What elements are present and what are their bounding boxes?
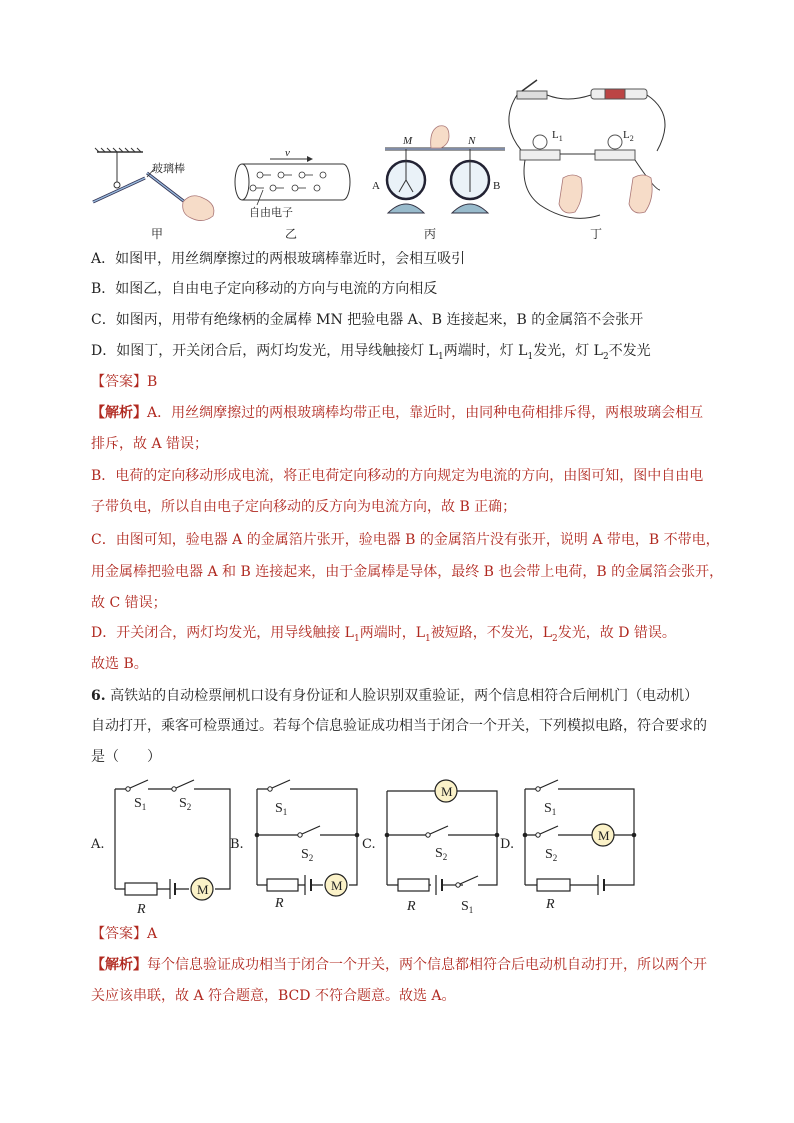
q5-explanation-7: 故 C 错误； (91, 595, 167, 611)
caption-yi: 乙 (285, 227, 298, 241)
figures-top (85, 78, 685, 243)
q5-explanation-4: 子带负电，所以自由电子定向移动的反方向为电流方向，故 B 正确； (91, 499, 517, 515)
caption-ding: 丁 (590, 227, 603, 241)
glass-rod-label: 玻璃棒 (152, 163, 185, 175)
label-N: N (468, 135, 476, 147)
switch-label-d1: $S_1$ (544, 801, 557, 817)
q5-answer: 【答案】B (91, 374, 158, 390)
label-M: M (403, 135, 413, 147)
resistor-label-a: R (137, 902, 146, 917)
resistor-label-d: R (546, 897, 555, 912)
switch-label-c2: $S_2$ (435, 846, 448, 862)
resistor-label-b: R (275, 896, 284, 911)
q5-explanation-9: 故选 B。 (91, 656, 148, 672)
q5-explanation-6: 用金属棒把验电器 A 和 B 连接起来，由于金属棒是导体，最终 B 也会带上电荷，B 的金属箔会张开， (91, 564, 724, 580)
q5-option-c: C．如图丙，用带有绝缘柄的金属棒 MN 把验电器 A、B 连接起来，B 的金属箔不会张开 (91, 312, 644, 328)
free-electron-label: 自由电子 (249, 207, 293, 219)
question-number: 6. (91, 688, 106, 704)
switch-label-a1: $S_1$ (134, 796, 147, 812)
q6-stem-2: 自动打开，乘客可检票通过。若每个信息验证成功相当于闭合一个开关，下列模拟电路，符合要求的 (91, 718, 707, 734)
q5-explanation-8: D．开关闭合，两灯均发光，用导线触接 $L_1$两端时，$L_1$被短路，不发光，$L_2$发光，故 D 错误。 (91, 625, 676, 644)
q5-explanation-2: 排斥，故 A 错误； (91, 436, 209, 452)
q5-explanation-5: C．由图可知，验电器 A 的金属箔片张开，验电器 B 的金属箔片没有张开，说明 A 带电，B 不带电， (91, 532, 720, 548)
q5-option-a: A．如图甲，用丝绸摩擦过的两根玻璃棒靠近时，会相互吸引 (91, 251, 466, 267)
q5-option-b: B．如图乙，自由电子定向移动的方向与电流的方向相反 (91, 281, 438, 297)
q5-explanation-3: B．电荷的定向移动形成电流，将正电荷定向移动的方向规定为电流的方向，由图可知，图中自由电 (91, 468, 704, 484)
q5-option-d: D．如图丁，开关闭合后，两灯均发光，用导线触接灯 $L_1$两端时，灯 $L_1$发光，灯 $L_2$不发光 (91, 343, 651, 362)
figure-ding (509, 80, 665, 218)
label-B: B (493, 180, 501, 192)
q6-explanation-1: 【解析】每个信息验证成功相当于闭合一个开关，两个信息都相符合后电动机自动打开，所以两个开 (91, 957, 707, 973)
option-label-d: D. (500, 837, 515, 852)
switch-label-b1: $S_1$ (275, 801, 288, 817)
label-L1: $L_1$ (552, 129, 563, 143)
switch-label-a2: $S_2$ (179, 796, 192, 812)
label-A: A (372, 180, 380, 192)
option-label-a: A. (91, 837, 105, 852)
motor-label-a: M (197, 882, 209, 897)
option-label-c: C. (362, 837, 376, 852)
caption-jia: 甲 (151, 227, 164, 241)
motor-label-c: M (441, 784, 453, 799)
resistor-label-c: R (407, 899, 416, 914)
q6-stem-1: 6. 高铁站的自动检票闸机口设有身份证和人脸识别双重验证，两个信息相符合后闸机门（电动机） (91, 688, 699, 704)
switch-label-b2: $S_2$ (301, 847, 314, 863)
figure-yi (235, 156, 350, 205)
velocity-label: v (285, 147, 290, 159)
q6-explanation-2: 关应该串联，故 A 符合题意，BCD 不符合题意。故选 A。 (91, 988, 456, 1004)
circuit-d (525, 780, 634, 895)
caption-bing: 丙 (424, 227, 437, 241)
switch-label-d2: $S_2$ (545, 847, 558, 863)
figure-jia (93, 148, 214, 221)
motor-label-d: M (598, 828, 610, 843)
explanation-label: 【解析】 (91, 957, 147, 973)
circuit-a (115, 780, 230, 900)
q6-stem-3: 是（ ） (91, 749, 161, 765)
motor-label-b: M (331, 878, 343, 893)
option-label-b: B. (230, 837, 244, 852)
q5-explanation-1: 【解析】A．用丝绸摩擦过的两根玻璃棒均带正电，靠近时，由同种电荷相排斥得，两根玻璃会相互 (91, 405, 704, 421)
switch-label-c1: $S_1$ (461, 899, 474, 915)
label-L2: $L_2$ (623, 129, 634, 143)
q6-answer: 【答案】A (91, 926, 158, 942)
explanation-label: 【解析】 (91, 405, 147, 421)
